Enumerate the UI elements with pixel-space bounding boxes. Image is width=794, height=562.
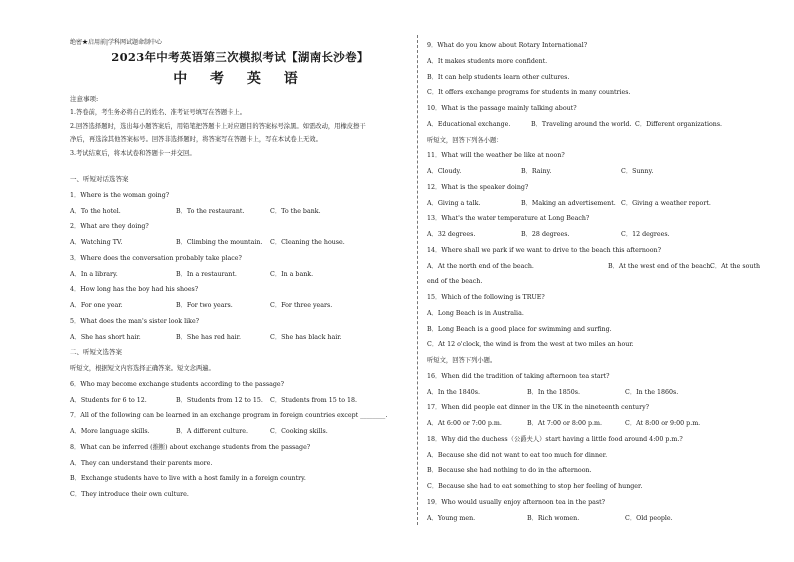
option-b: B．In a restaurant. [176,270,237,278]
option-a: A．Giving a talk. [427,199,481,207]
question-10: 10．What is the passage mainly talking about? [427,105,577,112]
option-a: A．Watching TV. [70,239,123,246]
section-2-heading: 二、听短文选答案 [70,348,122,357]
option-c: C．Cooking skills. [270,428,328,435]
option-a: A．Educational exchange. [427,120,511,128]
option-b: B．At 7:00 or 8:00 p.m. [527,420,602,427]
option-c: C．At the south [710,262,761,270]
exam-title: 2023年中考英语第三次模拟考试【湖南长沙卷】 [111,50,369,64]
question-12-options [427,196,767,212]
option-a: A．Cloudy. [427,168,462,175]
question-12: 12．What is the speaker doing? [427,183,529,191]
option-c: C．For three years. [270,302,333,309]
option-b: B．It can help students learn other cultures. [427,73,570,81]
question-6: 6．Who may become exchange students according to the passage? [70,380,285,388]
option-b: B．28 degrees. [521,231,570,238]
option-b: B．In the 1850s. [527,388,581,396]
column-divider [417,35,418,525]
option-a: A．At the north end of the beach. [427,262,534,270]
exam-subject: 中 考 英 语 [173,71,307,87]
option-b: B．To the restaurant. [176,207,245,215]
question-15: 15．Which of the following is TRUE? [427,294,545,301]
question-19-options [427,511,767,527]
question-4: 4．How long has the boy had his shoes? [70,286,199,294]
option-c: C．At 12 o'clock, the wind is from the west at two miles an hour. [427,341,634,349]
option-a: A．To the hotel. [70,207,121,215]
question-13-options [427,227,767,243]
option-c: C．At 8:00 or 9:00 p.m. [625,420,701,427]
option-c: C．In a bank. [270,270,314,278]
option-c: C．Different organizations. [635,120,723,128]
option-c: C．It offers exchange programs for students in many countries. [427,89,631,97]
option-c-continued: end of the beach. [427,278,483,286]
question-5-options [70,330,410,346]
option-a: A．For one year. [70,302,123,309]
section-2-instructions: 听短文，根据短文内容选择正确答案。短文念两遍。 [70,365,215,372]
option-a: A．Long Beach is in Australia. [427,309,524,317]
question-10-options [427,117,767,133]
option-a: A．She has short hair. [70,333,141,341]
note-2a: 2.回答选择题时，选出每小题答案后，用铅笔把答题卡上对应题目的答案标号涂黑。如需改动，用橡皮擦干 [70,122,366,130]
option-c: C．They introduce their own culture. [70,491,189,498]
question-3-options [70,267,410,283]
secret-label: 绝密★启用前|学科网试题命制中心 [70,39,163,46]
question-3: 3．Where does the conversation probably take place? [70,254,242,262]
option-c: C．Cleaning the house. [270,239,345,246]
question-2-options [70,235,410,251]
option-c: C．Sunny. [621,168,654,175]
question-1: 1．Where is the woman going? [70,191,170,199]
note-3: 3.考试结束后，将本试卷和答题卡一并交回。 [70,149,196,157]
option-b: B．Making an advertisement. [521,199,616,207]
question-16: 16．When did the tradition of taking afternoon tea start? [427,372,610,380]
option-b: B．She has red hair. [176,333,241,341]
option-b: B．For two years. [176,302,233,309]
option-c: C．Because she had to eat something to stop her feeling of hunger. [427,483,643,490]
question-13: 13．What's the water temperature at Long Beach? [427,215,590,223]
option-b: B．Students from 12 to 15. [176,396,263,404]
question-19: 19．Who would usually enjoy afternoon tea in the past? [427,498,606,506]
option-a: A．In a library. [70,270,118,278]
question-17: 17．When did people eat dinner in the UK in the nineteenth century? [427,404,650,412]
question-6-options [70,393,410,409]
question-1-options [70,204,410,220]
option-c: C．Giving a weather report. [621,199,711,207]
right-column [427,38,767,526]
listening-instructions-a: 听短文，回答下列各小题： [427,136,503,144]
note-2b: 净后，再选涂其他答案标号。回答非选择题时，将答案写在答题卡上，写在本试卷上无效。 [70,136,322,143]
option-c: C．Old people. [625,514,673,522]
option-b: B．Rainy. [521,168,552,175]
option-b: B．At the west end of the beach. [608,262,713,270]
question-5: 5．What does the man's sister look like? [70,317,200,325]
option-b: B．Long Beach is a good place for swimming and surfing. [427,325,612,333]
option-b: B．Traveling around the world. [531,120,632,128]
option-c: C．12 degrees. [621,231,670,238]
option-a: A．Because she did not want to eat too much for dinner. [427,451,608,459]
question-7-options [70,424,410,440]
option-a: A．It makes students more confident. [427,57,548,65]
question-2: 2．What are they doing? [70,223,149,231]
option-a: A．32 degrees. [427,231,476,238]
option-b: B．Climbing the mountain. [176,239,263,246]
question-4-options [70,298,410,314]
option-b: B．A different culture. [176,428,248,435]
question-7: 7．All of the following can be learned in an exchange program in foreign countries except ________. [70,412,388,420]
question-9: 9．What do you know about Rotary International? [427,42,588,49]
option-a: A．They can understand their parents more. [70,459,213,467]
question-11: 11．What will the weather be like at noon? [427,152,565,160]
option-a: A．Students for 6 to 12. [70,396,147,404]
option-a: A．In the 1840s. [427,388,480,396]
left-column [70,38,410,503]
question-11-options [427,164,767,180]
option-c: C．Students from 15 to 18. [270,396,358,404]
option-c: C．She has black hair. [270,333,342,341]
question-18: 18．Why did the duchess（公爵夫人）start having a little food around 4:00 p.m.? [427,435,683,443]
notes-heading: 注意事项: [70,95,99,103]
option-a: A．Young men. [427,514,476,522]
question-17-options [427,416,767,432]
option-a: A．At 6:00 or 7:00 p.m. [427,420,502,427]
listening-instructions-b: 听短文，回答下列小题。 [427,357,497,364]
option-b: B．Rich women. [527,514,580,522]
option-c: C．In the 1860s. [625,388,679,396]
question-16-options [427,385,767,401]
note-1: 1.答卷前，考生务必将自己的姓名、准考证号填写在答题卡上。 [70,109,247,116]
question-8: 8．What can be inferred (推断) about exchange students from the passage? [70,443,311,451]
question-14-options [427,259,767,275]
question-14: 14．Where shall we park if we want to drive to the beach this afternoon? [427,246,661,254]
option-b: B．Because she had nothing to do in the afternoon. [427,467,592,475]
option-a: A．More language skills. [70,428,150,435]
option-c: C．To the bank. [270,207,321,215]
option-b: B．Exchange students have to live with a host family in a foreign country. [70,475,306,483]
section-1-heading: 一、听短对话选答案 [70,175,129,183]
